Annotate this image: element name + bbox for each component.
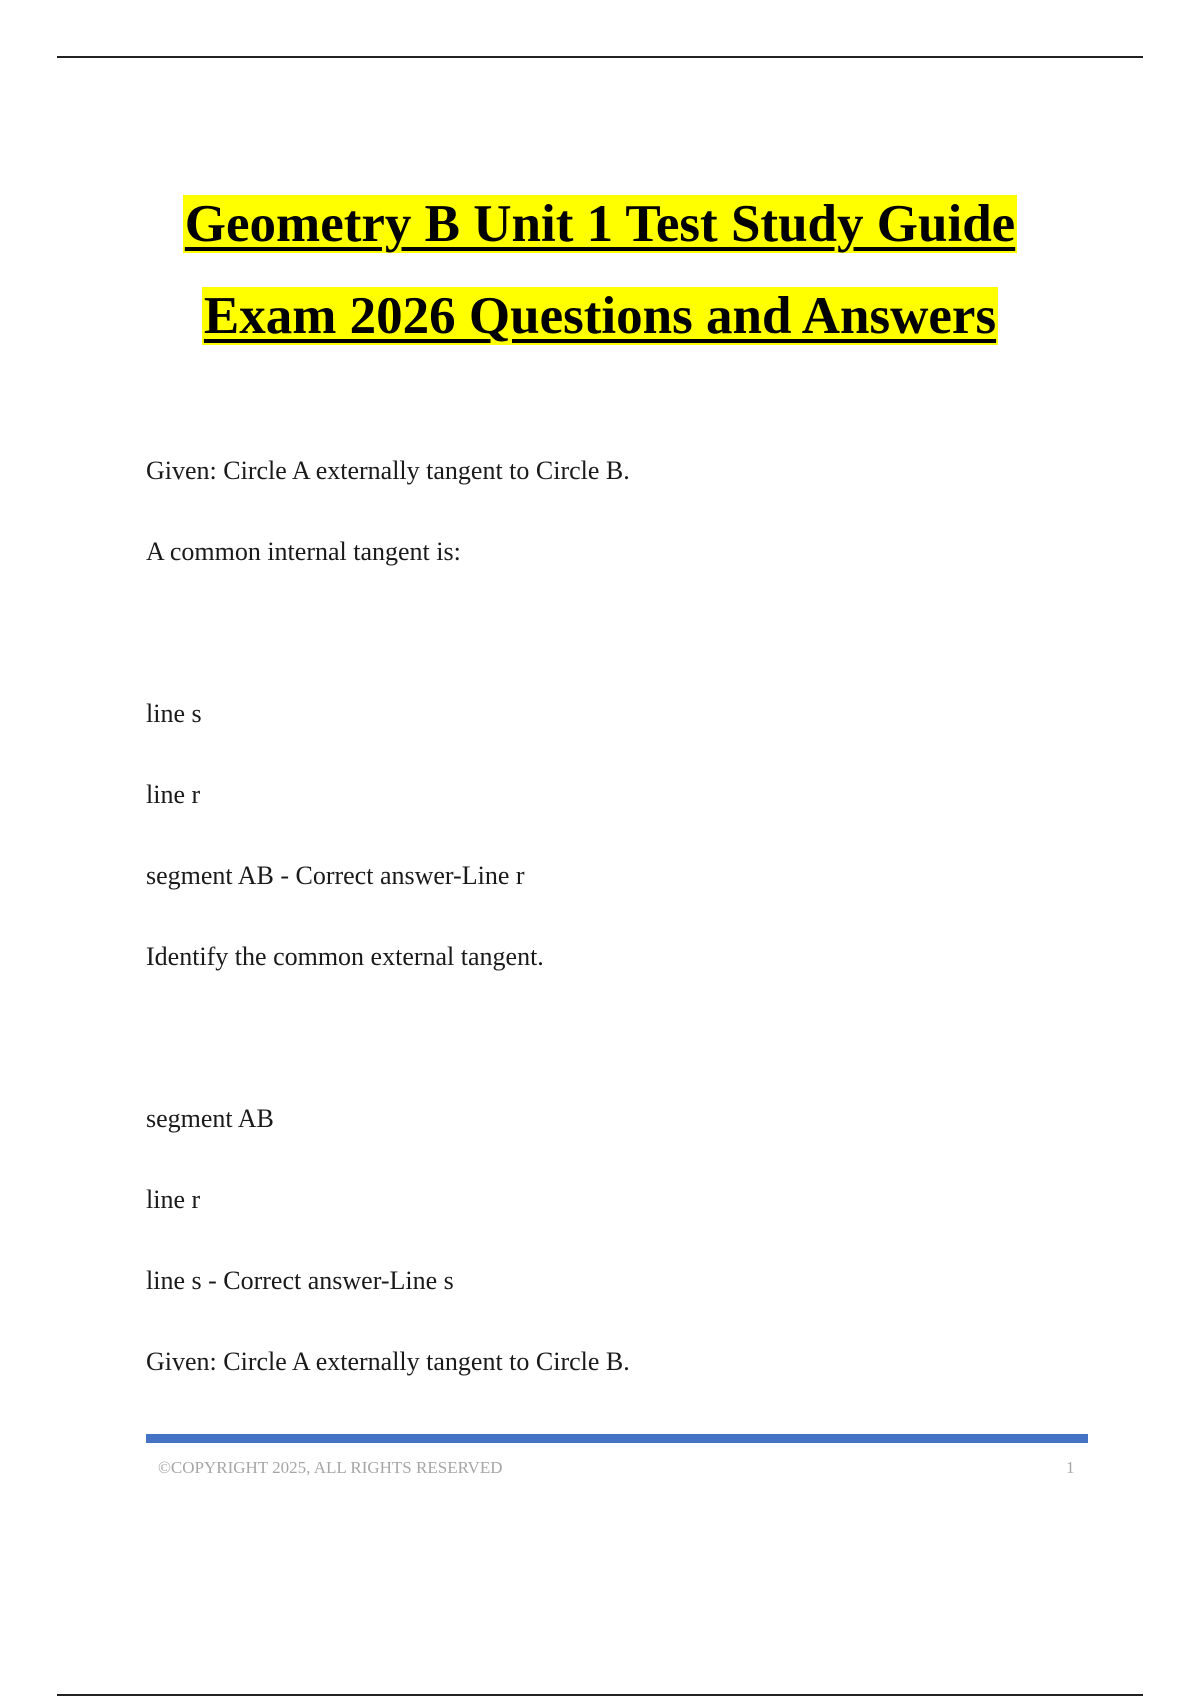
question-2-option-3-answer: line s - Correct answer-Line s: [146, 1266, 454, 1295]
question-1-given: Given: Circle A externally tangent to Circle B.: [146, 456, 630, 485]
title-line-1: Geometry B Unit 1 Test Study Guide: [184, 195, 1016, 253]
question-2-option-2: line r: [146, 1185, 201, 1214]
title-line-1-wrap: [0, 178, 1200, 270]
document-title: [0, 178, 1200, 362]
question-3-given: Given: Circle A externally tangent to Circle B.: [146, 1347, 630, 1376]
title-line-2: Exam 2026 Questions and Answers: [203, 287, 997, 345]
footer-bar: [146, 1434, 1088, 1443]
question-1-option-2: line r: [146, 780, 201, 809]
question-1-option-1: line s: [146, 699, 202, 728]
page-number: 1: [1066, 1458, 1075, 1477]
footer-copyright: ©COPYRIGHT 2025, ALL RIGHTS RESERVED: [158, 1458, 503, 1477]
bottom-divider: [57, 1694, 1143, 1696]
top-divider: [57, 56, 1143, 58]
question-2-option-1: segment AB: [146, 1104, 274, 1133]
title-line-2-wrap: [0, 270, 1200, 362]
question-1-option-3-answer: segment AB - Correct answer-Line r: [146, 861, 525, 890]
question-2-prompt: Identify the common external tangent.: [146, 942, 544, 971]
question-1-prompt: A common internal tangent is:: [146, 537, 461, 566]
